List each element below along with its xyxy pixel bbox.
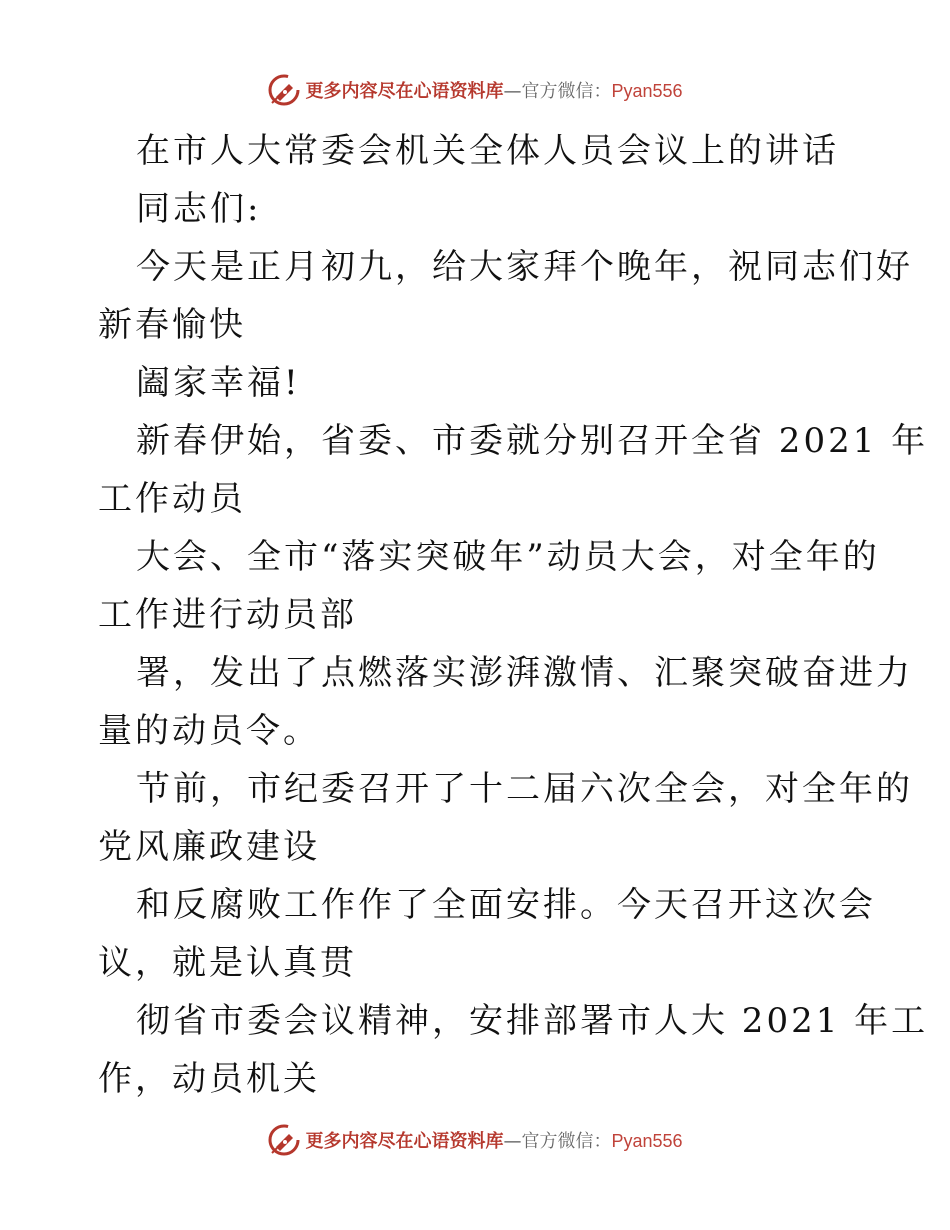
salutation: 同志们:	[136, 189, 262, 229]
banner-wechat-label: 官方微信：	[521, 81, 612, 102]
text-line: 节前，市纪委召开了十二届六次全会，对全年的	[136, 769, 913, 809]
text-line: 和反腐败工作作了全面安排。今天召开这次会	[136, 885, 876, 925]
text-line: 署，发出了点燃落实澎湃激情、汇聚突破奋进力	[136, 653, 913, 693]
text-line: 彻省市委会议精神，安排部署市人大 2021 年工	[136, 1001, 929, 1041]
text-line: 工作动员	[98, 479, 246, 519]
text-line: 量的动员令。	[98, 711, 320, 751]
banner-wechat-id: Pyan556	[611, 1131, 683, 1151]
document-title: 在市人大常委会机关全体人员会议上的讲话	[136, 131, 839, 171]
text-line: 工作进行动员部	[98, 595, 357, 635]
text-line: 大会、全市“落实突破年”动员大会，对全年的	[136, 537, 880, 577]
text-line: 今天是正月初九，给大家拜个晚年，祝同志们好	[136, 247, 913, 287]
header-banner	[0, 70, 950, 110]
document-body	[98, 122, 929, 1108]
banner-text	[305, 77, 682, 103]
banner-title: 更多内容尽在心语资料库	[305, 81, 504, 102]
banner-wechat-label: 官方微信：	[521, 1131, 612, 1152]
text-line: 议，就是认真贯	[98, 943, 357, 983]
text-line: 新春伊始，省委、市委就分别召开全省 2021 年	[136, 421, 929, 461]
banner-text	[305, 1127, 682, 1153]
banner-wechat-id: Pyan556	[611, 81, 683, 101]
text-line: 党风廉政建设	[98, 827, 320, 867]
text-line: 作，动员机关	[98, 1059, 320, 1099]
banner-title: 更多内容尽在心语资料库	[305, 1131, 504, 1152]
text-line: 阖家幸福!	[136, 363, 301, 403]
pen-nib-logo-icon	[267, 1123, 301, 1157]
text-line: 新春愉快	[98, 305, 246, 345]
banner-dash: —	[503, 1131, 522, 1152]
pen-nib-logo-icon	[267, 73, 301, 107]
banner-dash: —	[503, 81, 522, 102]
footer-banner	[0, 1120, 950, 1160]
